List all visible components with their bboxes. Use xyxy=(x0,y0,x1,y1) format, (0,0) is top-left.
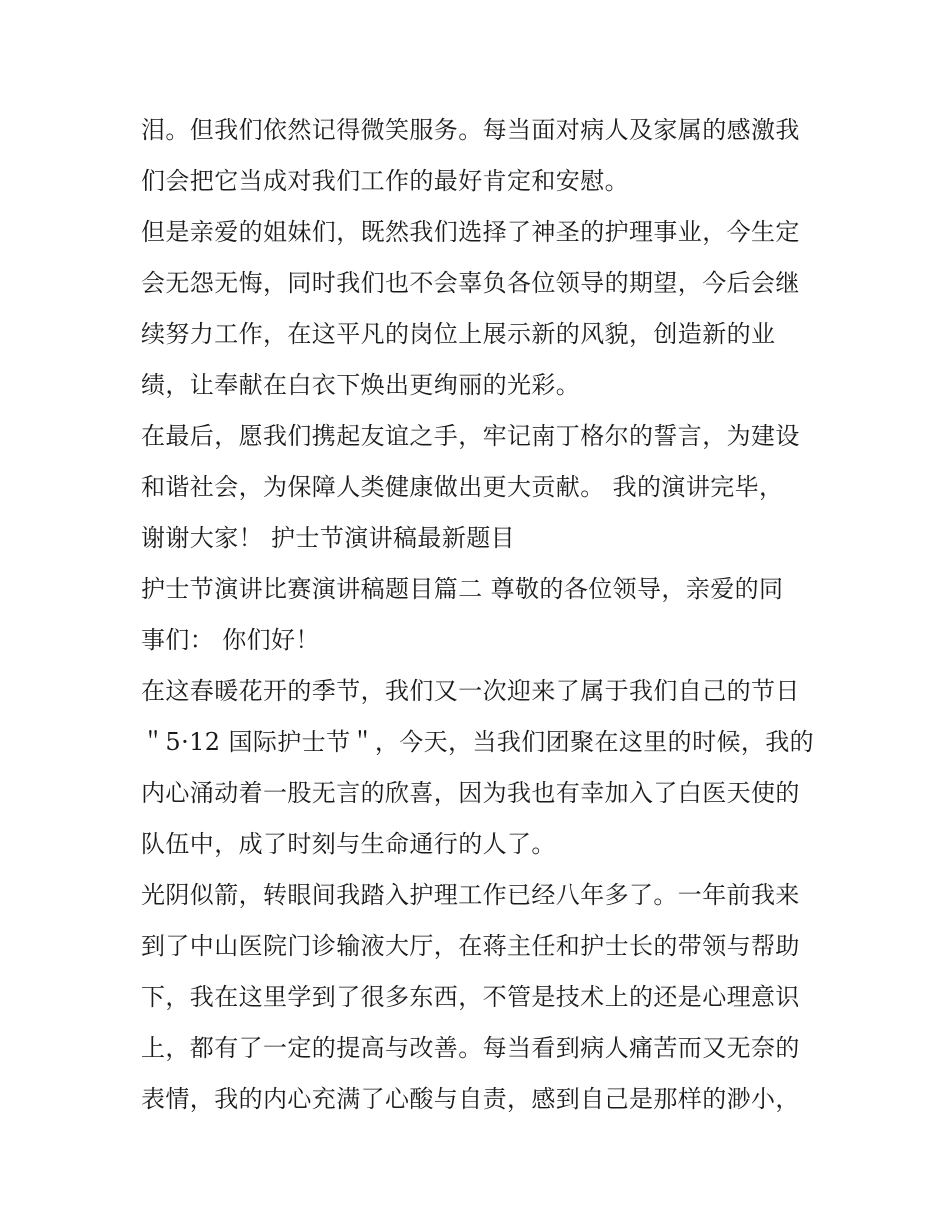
text-line: 们会把它当成对我们工作的最好肯定和安慰。 xyxy=(141,167,629,195)
text-line: 在这春暖花开的季节，我们又一次迎来了属于我们自己的节日 xyxy=(141,677,800,705)
text-line: 绩，让奉献在白衣下焕出更绚丽的光彩。 xyxy=(141,371,581,399)
text-line: 和谐社会，为保障人类健康做出更大贡献。 我的演讲完毕， xyxy=(141,473,784,501)
text-line: ＂5·12 国际护士节＂，今天，当我们团聚在这里的时候，我的 xyxy=(141,728,815,756)
text-line: 下，我在这里学到了很多东西，不管是技术上的还是心理意识 xyxy=(141,983,800,1011)
text-line: 表情，我的内心充满了心酸与自责，感到自己是那样的渺小， xyxy=(141,1085,800,1113)
text-line: 事们： 你们好！ xyxy=(141,626,320,654)
text-line: 队伍中，成了时刻与生命通行的人了。 xyxy=(141,830,556,858)
text-line: 到了中山医院门诊输液大厅，在蒋主任和护士长的带领与帮助 xyxy=(141,932,800,960)
text-line: 在最后，愿我们携起友谊之手，牢记南丁格尔的誓言，为建设 xyxy=(141,422,800,450)
text-line: 护士节演讲比赛演讲稿题目篇二 尊敬的各位领导，亲爱的同 xyxy=(141,575,784,603)
text-line: 会无怨无悔，同时我们也不会辜负各位领导的期望，今后会继 xyxy=(141,269,800,297)
document-body xyxy=(141,105,821,1125)
text-line: 谢谢大家！ 护士节演讲稿最新题目 xyxy=(141,524,516,552)
text-line: 上，都有了一定的提高与改善。每当看到病人痛苦而又无奈的 xyxy=(141,1034,800,1062)
text-line: 续努力工作，在这平凡的岗位上展示新的风貌，创造新的业 xyxy=(141,320,776,348)
text-line: 泪。但我们依然记得微笑服务。每当面对病人及家属的感激我 xyxy=(141,116,800,144)
text-line: 但是亲爱的姐妹们，既然我们选择了神圣的护理事业，今生定 xyxy=(141,218,800,246)
text-line: 光阴似箭，转眼间我踏入护理工作已经八年多了。一年前我来 xyxy=(141,881,800,909)
text-line: 内心涌动着一股无言的欣喜，因为我也有幸加入了白医天使的 xyxy=(141,779,800,807)
